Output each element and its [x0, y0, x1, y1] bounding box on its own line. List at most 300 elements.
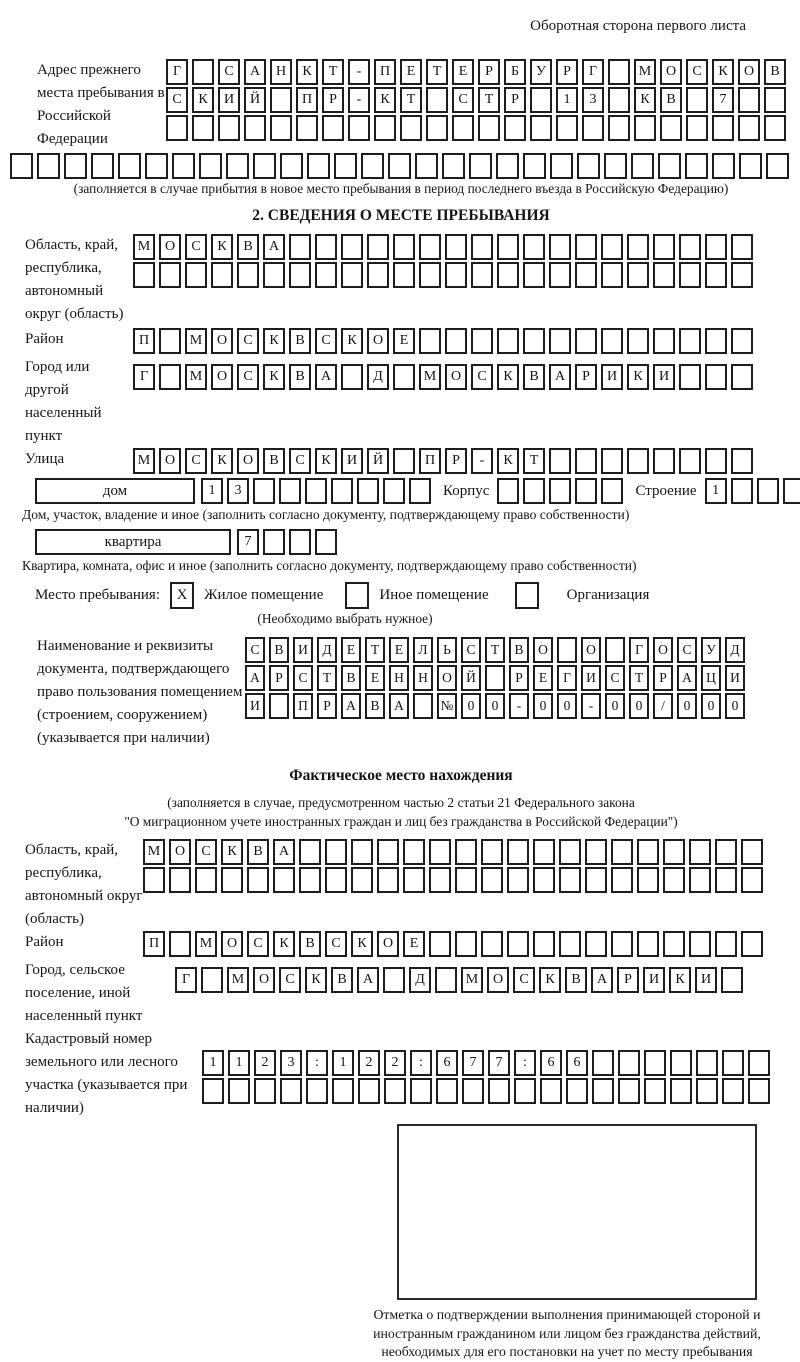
char-cell[interactable] [289, 262, 311, 288]
char-cell[interactable] [374, 115, 396, 141]
char-cell[interactable] [637, 839, 659, 865]
char-cell[interactable] [367, 234, 389, 260]
char-cell[interactable] [507, 931, 529, 957]
char-cell[interactable] [705, 328, 727, 354]
char-cell[interactable] [192, 59, 214, 85]
char-cell[interactable]: С [245, 637, 265, 663]
char-cell[interactable] [637, 867, 659, 893]
char-cell[interactable] [705, 448, 727, 474]
char-cell[interactable] [169, 867, 191, 893]
char-cell[interactable] [469, 153, 492, 179]
char-cell[interactable]: К [192, 87, 214, 113]
char-cell[interactable] [166, 115, 188, 141]
char-cell[interactable]: И [218, 87, 240, 113]
char-cell[interactable]: К [273, 931, 295, 957]
char-cell[interactable] [315, 262, 337, 288]
char-cell[interactable]: К [305, 967, 327, 993]
char-cell[interactable]: Т [365, 637, 385, 663]
char-cell[interactable]: О [159, 448, 181, 474]
char-cell[interactable]: 0 [485, 693, 505, 719]
char-cell[interactable] [10, 153, 33, 179]
char-cell[interactable] [436, 1078, 458, 1104]
char-cell[interactable] [452, 115, 474, 141]
char-cell[interactable] [415, 153, 438, 179]
char-cell[interactable] [442, 153, 465, 179]
char-cell[interactable] [592, 1050, 614, 1076]
char-cell[interactable] [627, 234, 649, 260]
char-cell[interactable] [634, 115, 656, 141]
char-cell[interactable] [393, 448, 415, 474]
char-cell[interactable]: : [514, 1050, 536, 1076]
char-cell[interactable]: И [725, 665, 745, 691]
char-cell[interactable]: К [315, 448, 337, 474]
char-cell[interactable]: М [143, 839, 165, 865]
char-cell[interactable] [377, 839, 399, 865]
char-cell[interactable] [722, 1078, 744, 1104]
char-cell[interactable] [143, 867, 165, 893]
char-cell[interactable]: Т [426, 59, 448, 85]
char-cell[interactable]: Й [244, 87, 266, 113]
char-cell[interactable] [159, 364, 181, 390]
char-cell[interactable] [348, 115, 370, 141]
char-cell[interactable]: С [686, 59, 708, 85]
char-cell[interactable]: Б [504, 59, 526, 85]
char-cell[interactable]: О [211, 328, 233, 354]
char-cell[interactable] [653, 234, 675, 260]
char-cell[interactable]: С [166, 87, 188, 113]
char-cell[interactable]: Г [166, 59, 188, 85]
char-cell[interactable] [325, 839, 347, 865]
char-cell[interactable]: И [581, 665, 601, 691]
char-cell[interactable] [631, 153, 654, 179]
char-cell[interactable] [445, 262, 467, 288]
char-cell[interactable] [497, 478, 519, 504]
char-cell[interactable]: Г [175, 967, 197, 993]
char-cell[interactable]: 7 [237, 529, 259, 555]
char-cell[interactable] [757, 478, 779, 504]
char-cell[interactable] [496, 153, 519, 179]
char-cell[interactable] [549, 478, 571, 504]
char-cell[interactable] [367, 262, 389, 288]
char-cell[interactable] [715, 867, 737, 893]
char-cell[interactable]: С [185, 234, 207, 260]
char-cell[interactable]: Р [556, 59, 578, 85]
char-cell[interactable]: Г [557, 665, 577, 691]
char-cell[interactable] [429, 839, 451, 865]
char-cell[interactable]: О [445, 364, 467, 390]
char-cell[interactable] [270, 87, 292, 113]
char-cell[interactable] [705, 262, 727, 288]
char-cell[interactable] [530, 115, 552, 141]
char-cell[interactable] [306, 1078, 328, 1104]
char-cell[interactable] [435, 967, 457, 993]
char-cell[interactable] [540, 1078, 562, 1104]
char-cell[interactable] [611, 931, 633, 957]
char-cell[interactable] [627, 328, 649, 354]
char-cell[interactable] [202, 1078, 224, 1104]
char-cell[interactable] [611, 839, 633, 865]
char-cell[interactable]: К [296, 59, 318, 85]
char-cell[interactable]: К [627, 364, 649, 390]
char-cell[interactable] [748, 1050, 770, 1076]
char-cell[interactable]: И [293, 637, 313, 663]
char-cell[interactable] [325, 867, 347, 893]
char-cell[interactable] [254, 1078, 276, 1104]
char-cell[interactable]: 0 [725, 693, 745, 719]
char-cell[interactable]: 6 [540, 1050, 562, 1076]
char-cell[interactable]: М [461, 967, 483, 993]
char-cell[interactable]: К [263, 364, 285, 390]
char-cell[interactable] [403, 839, 425, 865]
char-cell[interactable]: С [247, 931, 269, 957]
char-cell[interactable] [485, 665, 505, 691]
char-cell[interactable] [627, 448, 649, 474]
char-cell[interactable] [247, 867, 269, 893]
char-cell[interactable] [269, 693, 289, 719]
char-cell[interactable]: С [513, 967, 535, 993]
char-cell[interactable]: С [605, 665, 625, 691]
char-cell[interactable] [322, 115, 344, 141]
char-cell[interactable] [455, 839, 477, 865]
char-cell[interactable] [689, 839, 711, 865]
char-cell[interactable] [653, 328, 675, 354]
char-cell[interactable]: Е [452, 59, 474, 85]
char-cell[interactable] [705, 234, 727, 260]
char-cell[interactable] [663, 931, 685, 957]
char-cell[interactable] [296, 115, 318, 141]
char-cell[interactable] [445, 234, 467, 260]
char-cell[interactable] [351, 839, 373, 865]
char-cell[interactable] [471, 262, 493, 288]
char-cell[interactable]: 1 [228, 1050, 250, 1076]
char-cell[interactable] [351, 867, 373, 893]
char-cell[interactable] [195, 867, 217, 893]
char-cell[interactable]: № [437, 693, 457, 719]
char-cell[interactable] [455, 867, 477, 893]
char-cell[interactable] [783, 478, 800, 504]
char-cell[interactable] [410, 1078, 432, 1104]
char-cell[interactable] [722, 1050, 744, 1076]
char-cell[interactable]: 0 [629, 693, 649, 719]
char-cell[interactable]: О [367, 328, 389, 354]
char-cell[interactable]: 7 [712, 87, 734, 113]
char-cell[interactable] [575, 448, 597, 474]
char-cell[interactable]: П [374, 59, 396, 85]
char-cell[interactable]: О [437, 665, 457, 691]
char-cell[interactable] [731, 328, 753, 354]
char-cell[interactable]: В [269, 637, 289, 663]
char-cell[interactable] [715, 931, 737, 957]
char-cell[interactable] [393, 234, 415, 260]
char-cell[interactable]: Н [270, 59, 292, 85]
char-cell[interactable] [585, 839, 607, 865]
char-cell[interactable]: О [169, 839, 191, 865]
char-cell[interactable] [377, 867, 399, 893]
char-cell[interactable] [419, 328, 441, 354]
char-cell[interactable]: Г [582, 59, 604, 85]
char-cell[interactable] [738, 115, 760, 141]
stay-type-checkbox-residential[interactable]: X [170, 582, 194, 609]
char-cell[interactable]: Т [478, 87, 500, 113]
char-cell[interactable]: Е [400, 59, 422, 85]
char-cell[interactable] [741, 867, 763, 893]
char-cell[interactable] [739, 153, 762, 179]
char-cell[interactable]: 6 [436, 1050, 458, 1076]
char-cell[interactable]: 0 [701, 693, 721, 719]
char-cell[interactable] [305, 478, 327, 504]
char-cell[interactable] [741, 931, 763, 957]
char-cell[interactable] [685, 153, 708, 179]
char-cell[interactable] [533, 931, 555, 957]
char-cell[interactable] [523, 478, 545, 504]
char-cell[interactable] [731, 364, 753, 390]
char-cell[interactable] [637, 931, 659, 957]
char-cell[interactable]: М [133, 234, 155, 260]
char-cell[interactable]: А [273, 839, 295, 865]
char-cell[interactable] [660, 115, 682, 141]
char-cell[interactable]: Н [413, 665, 433, 691]
char-cell[interactable] [549, 328, 571, 354]
char-cell[interactable] [715, 839, 737, 865]
char-cell[interactable]: С [289, 448, 311, 474]
char-cell[interactable] [91, 153, 114, 179]
char-cell[interactable] [159, 328, 181, 354]
char-cell[interactable] [481, 839, 503, 865]
char-cell[interactable] [145, 153, 168, 179]
char-cell[interactable] [488, 1078, 510, 1104]
char-cell[interactable]: Г [133, 364, 155, 390]
char-cell[interactable] [383, 967, 405, 993]
char-cell[interactable] [592, 1078, 614, 1104]
char-cell[interactable] [663, 839, 685, 865]
char-cell[interactable] [514, 1078, 536, 1104]
char-cell[interactable] [280, 1078, 302, 1104]
char-cell[interactable]: Г [629, 637, 649, 663]
char-cell[interactable] [601, 262, 623, 288]
char-cell[interactable] [679, 364, 701, 390]
char-cell[interactable]: Р [504, 87, 526, 113]
char-cell[interactable] [559, 867, 581, 893]
char-cell[interactable]: 1 [202, 1050, 224, 1076]
char-cell[interactable] [605, 637, 625, 663]
char-cell[interactable]: А [677, 665, 697, 691]
char-cell[interactable]: В [247, 839, 269, 865]
char-cell[interactable]: Е [403, 931, 425, 957]
char-cell[interactable]: Р [653, 665, 673, 691]
char-cell[interactable]: М [227, 967, 249, 993]
char-cell[interactable] [712, 115, 734, 141]
char-cell[interactable]: В [509, 637, 529, 663]
char-cell[interactable]: В [660, 87, 682, 113]
char-cell[interactable] [627, 262, 649, 288]
char-cell[interactable] [199, 153, 222, 179]
char-cell[interactable]: Й [461, 665, 481, 691]
char-cell[interactable] [159, 262, 181, 288]
char-cell[interactable] [400, 115, 422, 141]
char-cell[interactable] [738, 87, 760, 113]
char-cell[interactable] [361, 153, 384, 179]
char-cell[interactable] [575, 478, 597, 504]
char-cell[interactable]: К [497, 448, 519, 474]
char-cell[interactable] [533, 839, 555, 865]
char-cell[interactable] [679, 448, 701, 474]
char-cell[interactable]: Д [367, 364, 389, 390]
char-cell[interactable]: И [341, 448, 363, 474]
char-cell[interactable]: А [263, 234, 285, 260]
char-cell[interactable]: Т [485, 637, 505, 663]
char-cell[interactable]: О [237, 448, 259, 474]
char-cell[interactable]: С [452, 87, 474, 113]
char-cell[interactable]: И [695, 967, 717, 993]
char-cell[interactable]: С [185, 448, 207, 474]
char-cell[interactable]: 3 [280, 1050, 302, 1076]
char-cell[interactable] [419, 234, 441, 260]
char-cell[interactable] [133, 262, 155, 288]
char-cell[interactable]: В [263, 448, 285, 474]
char-cell[interactable]: В [331, 967, 353, 993]
char-cell[interactable]: С [325, 931, 347, 957]
char-cell[interactable] [670, 1050, 692, 1076]
char-cell[interactable]: Р [478, 59, 500, 85]
char-cell[interactable] [409, 478, 431, 504]
char-cell[interactable] [221, 867, 243, 893]
char-cell[interactable]: В [365, 693, 385, 719]
char-cell[interactable] [426, 87, 448, 113]
char-cell[interactable]: / [653, 693, 673, 719]
char-cell[interactable] [357, 478, 379, 504]
char-cell[interactable]: Р [509, 665, 529, 691]
char-cell[interactable] [585, 931, 607, 957]
char-cell[interactable] [332, 1078, 354, 1104]
char-cell[interactable]: А [549, 364, 571, 390]
char-cell[interactable] [550, 153, 573, 179]
char-cell[interactable] [559, 839, 581, 865]
char-cell[interactable]: К [211, 234, 233, 260]
char-cell[interactable]: С [237, 364, 259, 390]
char-cell[interactable] [299, 839, 321, 865]
char-cell[interactable] [679, 262, 701, 288]
char-cell[interactable]: О [660, 59, 682, 85]
char-cell[interactable]: М [195, 931, 217, 957]
char-cell[interactable] [601, 328, 623, 354]
char-cell[interactable]: Е [533, 665, 553, 691]
char-cell[interactable] [670, 1078, 692, 1104]
char-cell[interactable]: А [389, 693, 409, 719]
char-cell[interactable] [741, 839, 763, 865]
char-cell[interactable] [582, 115, 604, 141]
char-cell[interactable] [413, 693, 433, 719]
char-cell[interactable]: П [133, 328, 155, 354]
char-cell[interactable] [601, 448, 623, 474]
char-cell[interactable]: 0 [461, 693, 481, 719]
char-cell[interactable] [556, 115, 578, 141]
char-cell[interactable] [497, 234, 519, 260]
char-cell[interactable] [686, 115, 708, 141]
char-cell[interactable] [237, 262, 259, 288]
char-cell[interactable]: Ь [437, 637, 457, 663]
char-cell[interactable]: Д [725, 637, 745, 663]
char-cell[interactable]: 3 [582, 87, 604, 113]
char-cell[interactable] [611, 867, 633, 893]
char-cell[interactable] [64, 153, 87, 179]
char-cell[interactable] [566, 1078, 588, 1104]
char-cell[interactable]: А [357, 967, 379, 993]
char-cell[interactable] [507, 867, 529, 893]
char-cell[interactable] [419, 262, 441, 288]
char-cell[interactable]: У [701, 637, 721, 663]
char-cell[interactable]: Д [317, 637, 337, 663]
char-cell[interactable]: 7 [488, 1050, 510, 1076]
char-cell[interactable] [731, 448, 753, 474]
char-cell[interactable]: М [634, 59, 656, 85]
char-cell[interactable] [403, 867, 425, 893]
char-cell[interactable] [455, 931, 477, 957]
char-cell[interactable]: К [263, 328, 285, 354]
char-cell[interactable]: К [669, 967, 691, 993]
char-cell[interactable] [289, 529, 311, 555]
char-cell[interactable]: О [653, 637, 673, 663]
char-cell[interactable] [679, 328, 701, 354]
char-cell[interactable]: - [348, 59, 370, 85]
char-cell[interactable]: О [738, 59, 760, 85]
char-cell[interactable] [731, 234, 753, 260]
char-cell[interactable]: К [341, 328, 363, 354]
char-cell[interactable]: 1 [332, 1050, 354, 1076]
char-cell[interactable]: К [374, 87, 396, 113]
char-cell[interactable]: - [471, 448, 493, 474]
char-cell[interactable] [577, 153, 600, 179]
char-cell[interactable]: Е [393, 328, 415, 354]
char-cell[interactable]: С [237, 328, 259, 354]
char-cell[interactable]: Т [400, 87, 422, 113]
char-cell[interactable]: Р [269, 665, 289, 691]
char-cell[interactable]: Е [365, 665, 385, 691]
char-cell[interactable] [426, 115, 448, 141]
char-cell[interactable]: А [591, 967, 613, 993]
char-cell[interactable] [533, 867, 555, 893]
char-cell[interactable]: 2 [254, 1050, 276, 1076]
char-cell[interactable] [601, 234, 623, 260]
char-cell[interactable]: К [211, 448, 233, 474]
char-cell[interactable] [766, 153, 789, 179]
char-cell[interactable]: 1 [201, 478, 223, 504]
char-cell[interactable] [279, 478, 301, 504]
char-cell[interactable] [270, 115, 292, 141]
char-cell[interactable] [523, 234, 545, 260]
char-cell[interactable] [618, 1078, 640, 1104]
char-cell[interactable] [471, 234, 493, 260]
char-cell[interactable] [504, 115, 526, 141]
char-cell[interactable]: - [581, 693, 601, 719]
char-cell[interactable]: В [289, 364, 311, 390]
char-cell[interactable] [388, 153, 411, 179]
char-cell[interactable] [764, 87, 786, 113]
char-cell[interactable] [185, 262, 207, 288]
char-cell[interactable] [696, 1050, 718, 1076]
char-cell[interactable]: В [341, 665, 361, 691]
char-cell[interactable]: О [533, 637, 553, 663]
char-cell[interactable] [679, 234, 701, 260]
char-cell[interactable] [559, 931, 581, 957]
char-cell[interactable] [462, 1078, 484, 1104]
char-cell[interactable] [712, 153, 735, 179]
char-cell[interactable]: П [296, 87, 318, 113]
char-cell[interactable] [384, 1078, 406, 1104]
char-cell[interactable]: 0 [605, 693, 625, 719]
char-cell[interactable] [653, 448, 675, 474]
char-cell[interactable] [653, 262, 675, 288]
char-cell[interactable] [507, 839, 529, 865]
